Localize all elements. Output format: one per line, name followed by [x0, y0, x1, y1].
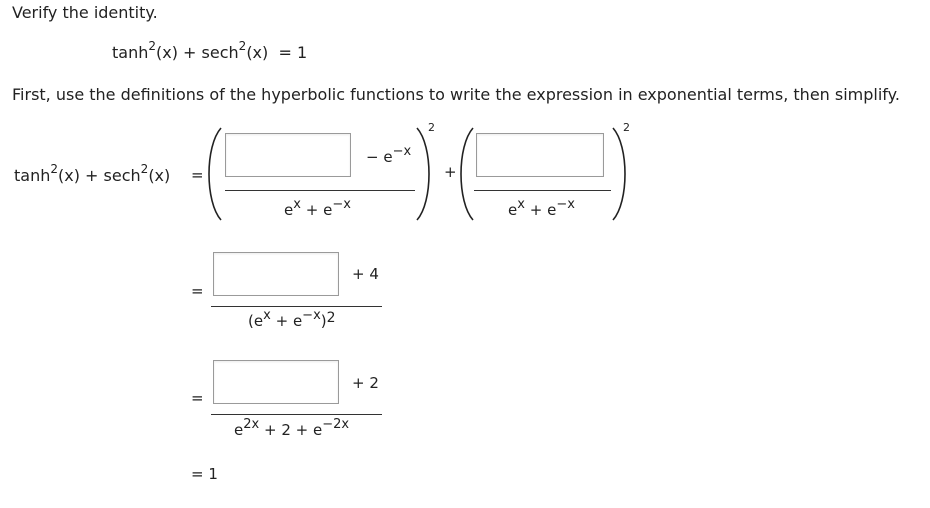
t2d-e: e [508, 201, 518, 219]
t1d-e2: e [323, 201, 333, 219]
line3-fraction-bar [211, 414, 382, 415]
identity-expression [112, 39, 308, 62]
l2d-a-exp: x [263, 308, 271, 323]
identity-plus: + [183, 43, 197, 62]
t1d-plus: + [305, 201, 319, 219]
l2d-b-exp: −x [302, 308, 321, 323]
l2d-outer-exp: 2 [326, 310, 336, 326]
final-result [191, 465, 218, 483]
term2-fraction-bar [474, 190, 611, 191]
l2d-close: ) [320, 312, 327, 330]
term1-denominator [284, 197, 351, 219]
lhs-tanh: tanh [14, 166, 51, 185]
step-instruction: First, use the definitions of the hyperbolic functions to write the expression in exponential terms, then simplify. [12, 85, 900, 104]
line3-denominator [234, 417, 350, 439]
left-paren-term1 [203, 126, 225, 222]
term1-numerator-input[interactable] [225, 133, 351, 177]
equals-sign-1: = [191, 166, 204, 184]
identity-tanh: tanh [112, 43, 149, 62]
lhs-tanh-exp: 2 [50, 162, 58, 176]
lhs-sech-arg: (x) [148, 166, 171, 185]
t1d-e: e [284, 201, 294, 219]
instruction-text: Verify the identity. [12, 3, 158, 22]
result-value: 1 [208, 465, 218, 483]
l3d-e: e [234, 421, 244, 439]
identity-tanh-arg: (x) [156, 43, 178, 62]
line3-numerator-suffix: + 2 [352, 374, 379, 392]
identity-sech: sech [201, 43, 239, 62]
lhs-sech-exp: 2 [140, 162, 149, 176]
t2d-b-exp: −x [556, 197, 575, 212]
l3d-b-exp: −2x [322, 417, 350, 432]
term1-numerator-suffix [366, 144, 412, 166]
l3d-e2: e [312, 421, 323, 439]
lhs-plus: + [85, 166, 99, 185]
l3d-mid: + 2 + [263, 421, 309, 439]
identity-sech-arg: (x) [246, 43, 269, 62]
line3-numerator-input[interactable] [213, 360, 339, 404]
identity-tanh-exp: 2 [148, 39, 156, 53]
term2-denominator [508, 197, 575, 219]
term1-fraction-bar [225, 190, 415, 191]
left-paren-term2 [455, 126, 477, 222]
identity-equals: = [278, 43, 292, 62]
line2-numerator-suffix: + 4 [352, 265, 379, 283]
lhs-sech: sech [103, 166, 141, 185]
equals-sign-4: = [191, 465, 204, 483]
line2-fraction-bar [211, 306, 382, 307]
lhs-tanh-arg: (x) [58, 166, 80, 185]
l2d-e2: e [292, 312, 303, 330]
term1-num-exp: −x [392, 144, 412, 159]
line1-plus: + [444, 163, 457, 181]
l2d-open-e: (e [248, 312, 264, 330]
t2d-a-exp: x [517, 197, 525, 212]
equals-sign-3: = [191, 389, 204, 407]
l2d-plus: + [275, 312, 289, 330]
work-lhs [14, 162, 171, 185]
term2-numerator-input[interactable] [476, 133, 604, 177]
right-paren-term2 [609, 126, 631, 222]
line2-numerator-input[interactable] [213, 252, 339, 296]
t2d-plus: + [529, 201, 543, 219]
equals-sign-2: = [191, 282, 204, 300]
term1-outer-exponent: 2 [428, 121, 435, 134]
line2-denominator [248, 308, 336, 330]
t1d-a-exp: x [293, 197, 301, 212]
term1-minus-e: − e [366, 148, 393, 166]
identity-rhs: 1 [296, 43, 308, 62]
t2d-e2: e [547, 201, 557, 219]
identity-sech-exp: 2 [238, 39, 247, 53]
right-paren-term1 [413, 126, 435, 222]
l3d-a-exp: 2x [243, 417, 260, 432]
t1d-b-exp: −x [332, 197, 351, 212]
term2-outer-exponent: 2 [623, 121, 630, 134]
